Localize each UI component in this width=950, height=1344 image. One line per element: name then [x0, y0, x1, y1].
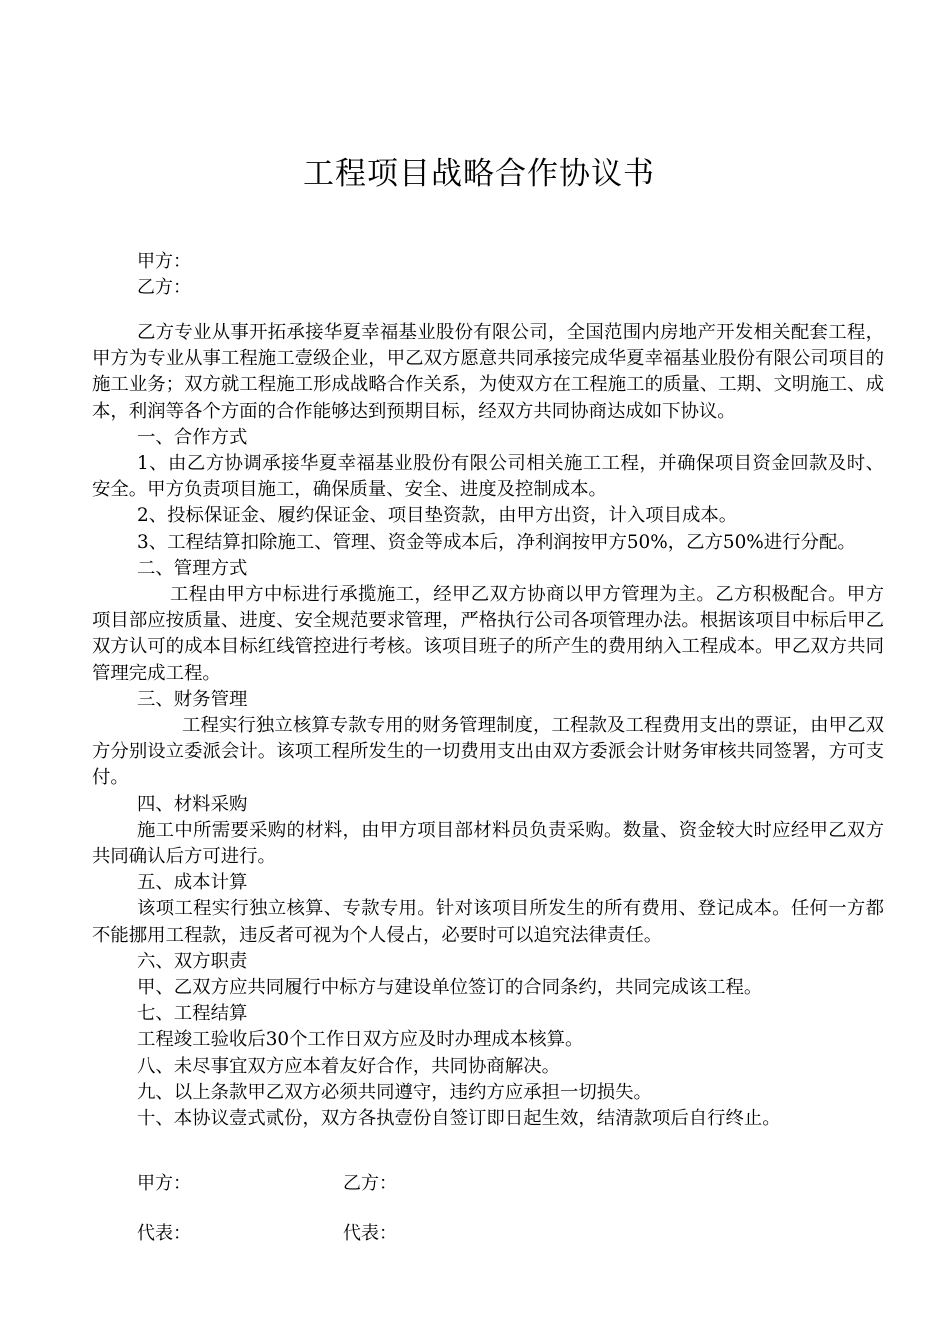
finance-paragraph: 工程实行独立核算专款专用的财务管理制度，工程款及工程费用支出的票证，由甲乙双方分别设立委派会计。该项工程所发生的一切费用支出由双方委派会计财务审核共同签署，方可支付。 [92, 715, 884, 789]
section-heading-cooperation: 一、合作方式 [137, 426, 248, 448]
section-heading-settlement: 七、工程结算 [137, 1003, 248, 1025]
clause-9: 九、以上条款甲乙双方必须共同遵守，违约方应承担一切损失。 [137, 1081, 652, 1103]
section-heading-finance: 三、财务管理 [137, 688, 248, 710]
settlement-paragraph: 工程竣工验收后30个工作日双方应及时办理成本核算。 [137, 1029, 584, 1051]
duties-paragraph: 甲、乙双方应共同履行中标方与建设单位签订的合同条约，共同完成该工程。 [137, 977, 763, 999]
party-a-label: 甲方： [137, 251, 191, 272]
signature-rep-a: 代表： [137, 1223, 191, 1244]
party-b-label: 乙方： [137, 277, 191, 298]
clause-8: 八、未尽事宜双方应本着友好合作，共同协商解决。 [137, 1055, 560, 1077]
cost-paragraph: 该项工程实行独立核算、专款专用。针对该项目所发生的所有费用、登记成本。任何一方都不能挪用工程款，违反者可视为个人侵占，必要时可以追究法律责任。 [92, 898, 884, 946]
section-heading-management: 二、管理方式 [137, 557, 248, 579]
signature-party-a: 甲方： [137, 1173, 191, 1194]
management-paragraph: 工程由甲方中标进行承揽施工，经甲乙双方协商以甲方管理为主。乙方积极配合。甲方项目部应按质量、进度、安全规范要求管理，严格执行公司各项管理办法。根据该项目中标后甲乙双方认可的成本目标红线管控进行考核。该项目班子的所产生的费用纳入工程成本。甲乙双方共同管理完成工程。 [92, 584, 884, 684]
section-heading-cost: 五、成本计算 [137, 872, 248, 894]
section-heading-duties: 六、双方职责 [137, 950, 248, 972]
agreement-body [92, 320, 884, 1132]
cooperation-item-3: 3、工程结算扣除施工、管理、资金等成本后，净利润按甲方50%，乙方50%进行分配。 [137, 531, 856, 553]
signature-rep-b: 代表： [343, 1223, 397, 1244]
procurement-paragraph: 施工中所需要采购的材料，由甲方项目部材料员负责采购。数量、资金较大时应经甲乙双方共同确认后方可进行。 [92, 819, 884, 868]
clause-10: 十、本协议壹式贰份，双方各执壹份自签订即日起生效，结清款项后自行终止。 [137, 1108, 781, 1130]
cooperation-item-1: 1、由乙方协调承接华夏幸福基业股份有限公司相关施工工程，并确保项目资金回款及时、安全。甲方负责项目施工，确保质量、安全、进度及控制成本。 [92, 453, 884, 501]
signature-party-b: 乙方： [343, 1173, 397, 1194]
document-title: 工程项目战略合作协议书 [303, 156, 655, 192]
intro-paragraph: 乙方专业从事开拓承接华夏幸福基业股份有限公司，全国范围内房地产开发相关配套工程，甲方为专业从事工程施工壹级企业，甲乙双方愿意共同承接完成华夏幸福基业股份有限公司项目的施工业务；双方就工程施工形成战略合作关系，为使双方在工程施工的质量、工期、文明施工、成本，利润等各个方面的合作能够达到预期目标，经双方共同协商达成如下协议。 [92, 322, 884, 422]
cooperation-item-2: 2、投标保证金、履约保证金、项目垫资款，由甲方出资，计入项目成本。 [137, 505, 738, 527]
section-heading-procurement: 四、材料采购 [137, 793, 248, 815]
